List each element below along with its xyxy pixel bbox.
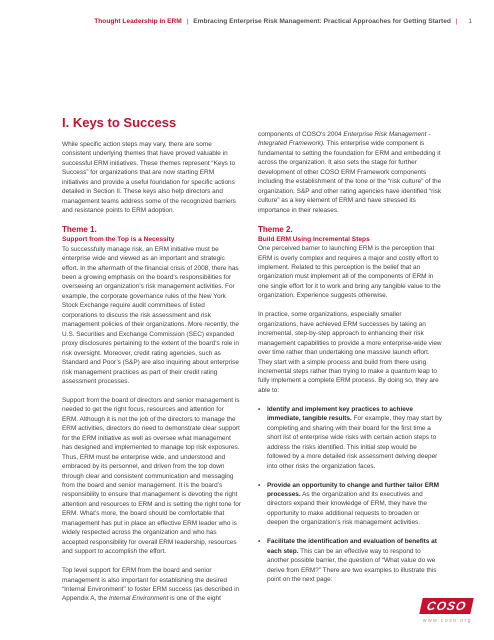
bullet-icon: • [258,481,261,489]
list-item [258,481,442,528]
running-header [94,18,472,25]
left-column [62,140,241,613]
theme1-paragraph-2: Support from the board of directors and senior management is needed to get the right focus, resources and attention for ERM. Although it is not the job of the directors to manage the ERM activities, directors do need to demonstrate clear support for the ERM initiative as well as oversee what management has designed and implemented to manage top risk exposures. Thus, ERM must be enterprise wide, and understood and embraced by its personnel, and driven from the top down through clear and consistent communication and messaging from the board and senior management. It is the board’s responsibility to ensure that management is devoting the right attention and resources to ERM and is setting the right tone for ERM. What’s more, the board should be comfortable that management has put in place an effective ERM leader who is widely respected across the organization and who has accepted responsibility for overall ERM leadership, resources and support to accomplish the effort. [62,396,241,556]
theme2-title: Build ERM Using Incremental Steps [258,235,370,243]
footer-url: www.coso.org [422,618,472,624]
theme2-number: Theme 2. [258,224,293,234]
bullet-icon: • [258,405,261,413]
right-paragraph-1 [258,130,442,215]
header-separator-2: | [455,18,458,25]
page-number: 1 [468,18,472,25]
theme2-paragraph-1: One perceived barrier to launching ERM is the perception that ERM is overly complex and requires a major and costly effort to implement. Related to this perception is the belief that an organization must implement all of the components of ERM in one single effort for it to work and bring any tangible value to the organization. Experience suggests otherwise. [258,245,441,300]
theme1-p3-text: Top level support for ERM from the board and senior management is also important for establishing the desired “Internal Environment” to foster ERM success (as described in Appendix A, the [62,567,240,603]
theme1-p3-text-end: is one of the eight [168,595,221,603]
header-separator: | [186,18,189,25]
bullet-icon: • [258,538,261,546]
bullet-lead: Provide an opportunity to change and further tailor ERM processes. [267,481,440,498]
header-title: Embracing Enterprise Risk Management: Practical Approaches for Getting Started [193,18,451,25]
framework-title: Enterprise Risk Management - Integrated Framework). [258,131,431,148]
header-series: Thought Leadership in ERM [94,18,182,25]
bullet-lead: Identify and implement key practices to achieve immediate, tangible results. [267,405,413,423]
right-p1-text-end: This enterprise wide component is fundamental to setting the foundation for ERM and embedding it across the organization. It also sets the stage for further development of other COSO ERM Framework components including the establishment of the tone or the “risk culture” of the organization. S&P and other rating agencies have identified “risk culture” as a key element of ERM and have stressed its importance in their releases. [258,140,442,214]
theme1-paragraph-1: To successfully manage risk, an ERM initiative must be enterprise wide and viewed as an important and strategic effort. In the aftermath of the financial crisis of 2008, there has been a growing emphasis on the board’s responsibilities for overseeing an organization’s risk management activities. For example, the corporate governance rules of the New York Stock Exchange require audit committees of listed corporations to discuss the risk assessment and risk management policies of their organizations. More recently, the U.S. Securities and Exchange Commission (SEC) expanded proxy disclosures pertaining to the extent of the board’s role in risk oversight. Moreover, credit rating agencies, such as Standard and Poor’s (S&P) are also inquiring about enterprise risk management practices as part of their credit rating assessment processes. [62,245,240,385]
right-p1-text: components of COSO’s 2004 [258,131,344,138]
theme1-number: Theme 1. [62,225,97,235]
internal-environment-term: Internal Environment [108,595,169,603]
bullet-text: As the organization and its executives and directors expand their knowledge of ERM, they have the opportunity to make additional requests to broaden or deepen the organization’s risk management activities. [267,491,427,527]
theme1-paragraph-3 [62,566,241,604]
theme2-paragraph-2: In practice, some organizations, especially smaller organizations, have achieved ERM successes by taking an incremental, step-by-step approach to enhancing their risk management capabilities to provide a more enterprise-wide view over time rather than undertaking one massive launch effort. They start with a simple process and build from there using incremental steps rather than trying to make a quantum leap to fully implement a complete ERM process. By doing so, they are able to: [258,311,442,394]
bullet-text: This can be an effective way to respond to another possible barrier, the question of “What value do we derive from ERM?” There are two examples to illustrate this point on the next page: [267,547,437,584]
section-title: I. Keys to Success [62,115,177,130]
intro-paragraph: While specific action steps may vary, there are some consistent underlying themes that have proved valuable in successful ERM initiatives. These themes represent “Keys to Success” for organizations that are now starting ERM initiatives and provide a useful foundation for specific actions detailed in Section II. These keys also help directors and management teams address some of the recognized barriers and resistance points to ERM adoption. [62,141,236,215]
right-column [258,130,442,594]
bullet-text: For example, they may start by completing and sharing with their board for the first time a short list of enterprise wide risks with certain action steps to address the risks identified. This initial step would be followed by a more detailed risk assessment delving deeper into other risks the organization faces. [267,415,442,470]
list-item [258,537,442,584]
list-item [258,405,442,471]
coso-logo [421,597,472,624]
logo-mark: COSO [419,598,474,614]
benefits-list [258,405,442,585]
theme1-title: Support from the Top is a Necessity [62,236,175,244]
bullet-lead: Facilitate the identification and evaluation of benefits at each step. [267,538,437,555]
